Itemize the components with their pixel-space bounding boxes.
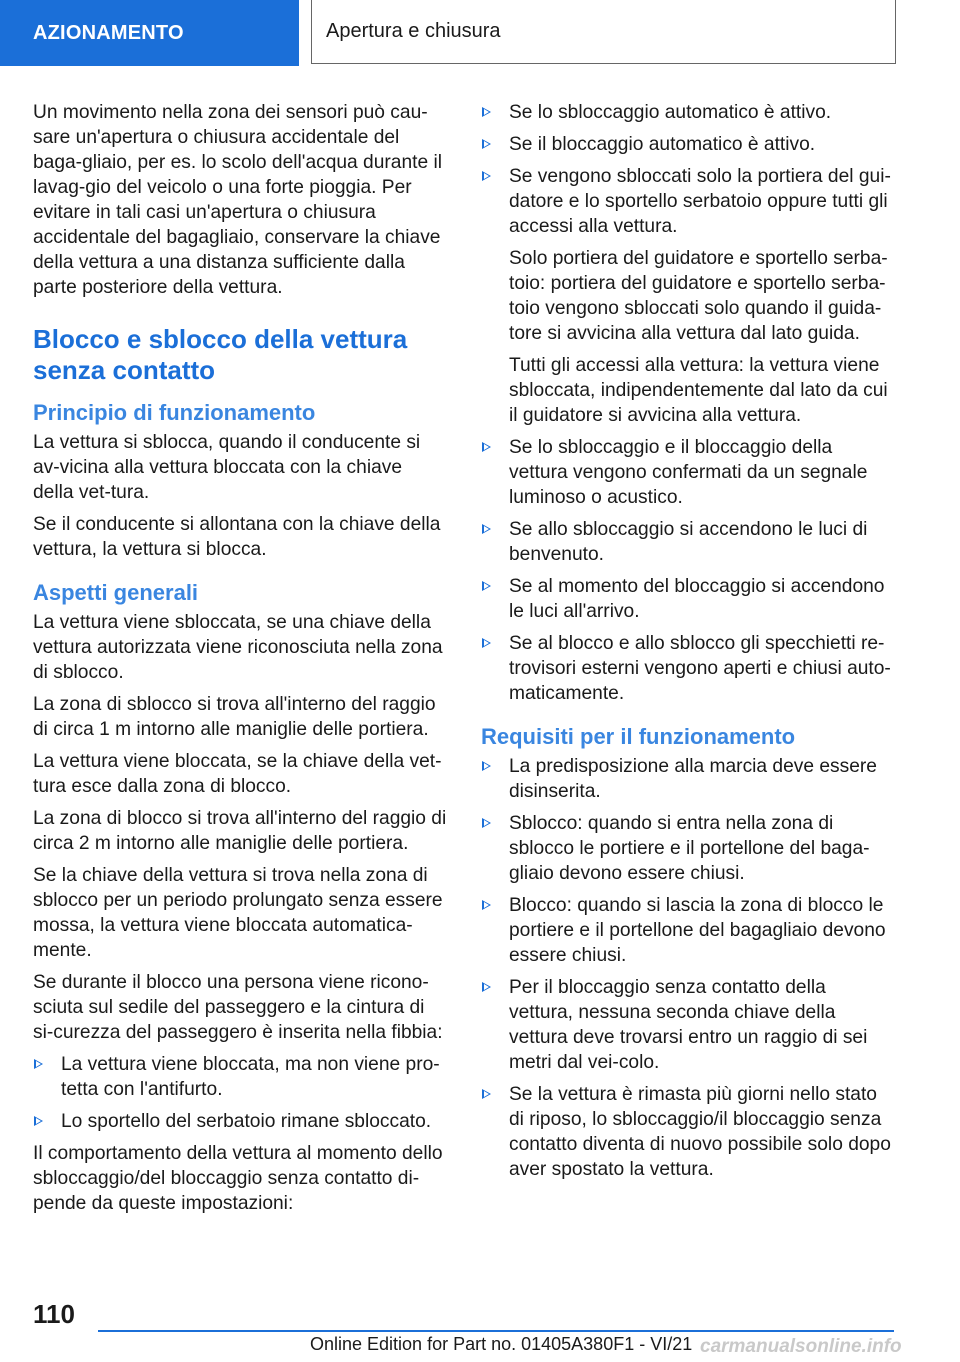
triangle-bullet-icon (34, 1116, 43, 1126)
paragraph: Se il conducente si allontana con la chiave della vettura, la vettura si blocca. (33, 514, 441, 560)
list-item: Per il bloccaggio senza contatto della vettura, nessuna seconda chiave della vettura deve trovarsi entro un raggio di sei metri dal vei-colo. (481, 975, 894, 1075)
triangle-bullet-icon (482, 524, 491, 534)
settings-list (481, 100, 894, 706)
list-item: Se la vettura è rimasta più giorni nello stato di riposo, lo sbloccaggio/il bloccaggio senza contatto diventa di nuovo possibile solo dopo aver spostato la vettura. (481, 1082, 894, 1182)
paragraph: La vettura si sblocca, quando il conducente si av-vicina alla vettura bloccata con la chiave della vet-tura. (33, 432, 421, 503)
chapter-title: Apertura e chiusura (326, 20, 501, 42)
page-number: 110 (33, 1299, 75, 1329)
requirements-list (481, 754, 894, 1182)
right-column (481, 100, 894, 1189)
triangle-bullet-icon (482, 638, 491, 648)
list-item: Blocco: quando si lascia la zona di blocco le portiere e il portellone del bagagliaio devono essere chiusi. (481, 893, 894, 968)
triangle-bullet-icon (482, 171, 491, 181)
footer-divider (98, 1330, 894, 1332)
heading-requisiti: Requisiti per il funzionamento (481, 724, 796, 749)
triangle-bullet-icon (482, 761, 491, 771)
list-item: La vettura viene bloccata, ma non viene pro-tetta con l'antifurto. (33, 1052, 447, 1102)
edition-info: Online Edition for Part no. 01405A380F1 - VI/21 (310, 1334, 693, 1354)
triangle-bullet-icon (482, 982, 491, 992)
bullet-list (33, 1052, 447, 1134)
heading-principio: Principio di funzionamento (33, 400, 316, 425)
sub-paragraph: Solo portiera del guidatore e sportello serba-toio: portiera del guidatore e sportello serba-toio vengono sbloccati solo quando il guida-tore si avvicina alla vettura dal lato guida. (509, 248, 888, 344)
heading-aspetti: Aspetti generali (33, 580, 199, 605)
triangle-bullet-icon (482, 818, 491, 828)
triangle-bullet-icon (482, 581, 491, 591)
sub-paragraph: Tutti gli accessi alla vettura: la vettura viene sbloccata, indipendentemente dal lato da cui il guidatore si avvicina alla vettura. (509, 355, 888, 426)
triangle-bullet-icon (482, 107, 491, 117)
list-item: Se allo sbloccaggio si accendono le luci di benvenuto. (481, 517, 894, 567)
list-item: Se lo sbloccaggio e il bloccaggio della vettura vengono confermati da un segnale luminoso o acustico. (481, 435, 894, 510)
paragraph: La vettura viene sbloccata, se una chiave della vettura autorizzata viene riconosciuta nella zona di sblocco. (33, 612, 443, 683)
paragraph: La vettura viene bloccata, se la chiave della vet-tura esce dalla zona di blocco. (33, 751, 442, 797)
left-column (33, 100, 447, 1223)
list-item: Se lo sbloccaggio automatico è attivo. (481, 100, 894, 125)
list-item: Se al momento del bloccaggio si accendono le luci all'arrivo. (481, 574, 894, 624)
paragraph: Se la chiave della vettura si trova nella zona di sblocco per un periodo prolungato senza essere mossa, la vettura viene bloccata automatica-mente. (33, 865, 443, 961)
triangle-bullet-icon (482, 900, 491, 910)
list-item: La predisposizione alla marcia deve essere disinserita. (481, 754, 894, 804)
section-title: AZIONAMENTO (33, 21, 184, 44)
triangle-bullet-icon (482, 1089, 491, 1099)
watermark: carmanualsonline.info (700, 1336, 902, 1357)
triangle-bullet-icon (482, 139, 491, 149)
list-item: Se vengono sbloccati solo la portiera del gui-datore e lo sportello serbatoio oppure tutti gli accessi alla vettura. Solo portiera del guidatore e sportello serba-toio: portiera del guidatore e sportello serba-toio vengono sbloccati solo quando il guida-tore si avvicina alla vettura dal lato guida. Tutti gli accessi alla vettura: la vettura viene sbloccata, indipendentemente dal lato da cui il guidatore si avvicina alla vettura. (481, 164, 894, 428)
triangle-bullet-icon (482, 442, 491, 452)
intro-paragraph: Un movimento nella zona dei sensori può cau-sare un'apertura o chiusura accidentale del baga-gliaio, per es. lo scolo dell'acqua durante il lavag-gio del veicolo o una forte pioggia. Per evitare in tali casi un'apertura o chiusura accidentale del bagagliaio, conservare la chiave della vettura a una distanza sufficiente dalla parte posteriore della vettura. (33, 102, 442, 298)
paragraph: Il comportamento della vettura al momento dello sbloccaggio/del bloccaggio senza contatto di-pende da queste impostazioni: (33, 1143, 443, 1214)
list-item: Se il bloccaggio automatico è attivo. (481, 132, 894, 157)
list-item: Se al blocco e allo sblocco gli specchietti re-trovisori esterni vengono aperti e chiusi auto-maticamente. (481, 631, 894, 706)
section-tab[interactable] (0, 0, 299, 66)
triangle-bullet-icon (34, 1059, 43, 1069)
heading-contactless: Blocco e sblocco della vettura senza contatto (33, 324, 408, 385)
list-item: Sblocco: quando si entra nella zona di sblocco le portiere e il portellone del baga-gliaio devono essere chiusi. (481, 811, 894, 886)
list-item: Lo sportello del serbatoio rimane sbloccato. (33, 1109, 447, 1134)
paragraph: Se durante il blocco una persona viene ricono-sciuta sul sedile del passeggero e la cintura di si-curezza del passeggero è inserita nella fibbia: (33, 972, 443, 1043)
paragraph: La zona di blocco si trova all'interno del raggio di circa 2 m intorno alle maniglie delle portiera. (33, 808, 447, 854)
paragraph: La zona di sblocco si trova all'interno del raggio di circa 1 m intorno alle maniglie delle portiera. (33, 694, 436, 740)
chapter-tab[interactable] (311, 0, 896, 64)
